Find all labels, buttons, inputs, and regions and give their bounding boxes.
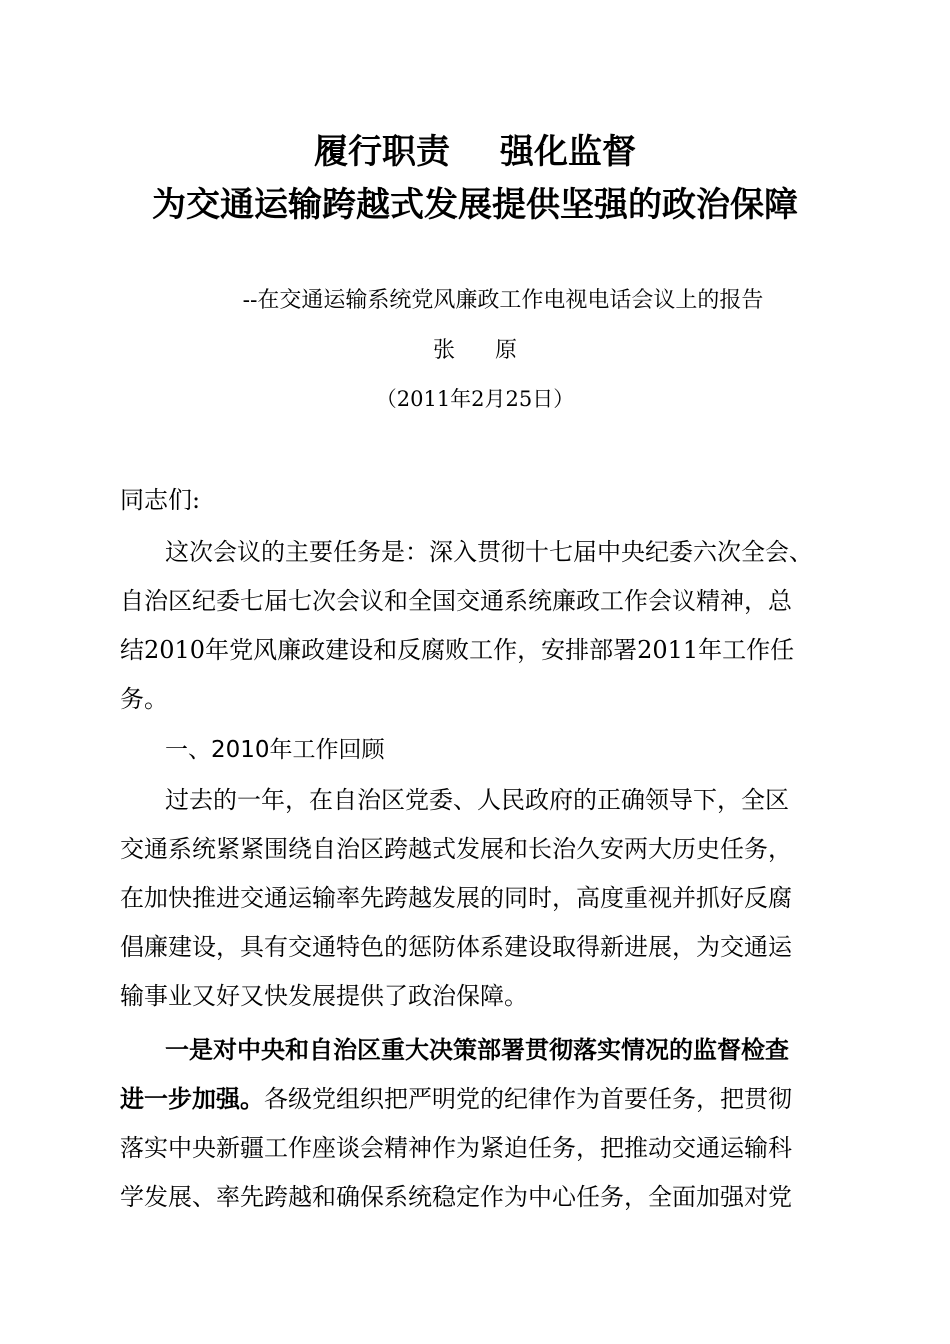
document-subtitle: --在交通运输系统党风廉政工作电视电话会议上的报告 (242, 288, 764, 313)
author-family: 原 (495, 338, 518, 363)
document-date: （2011年2月25日） (375, 387, 575, 411)
paragraph-line: 务。 (120, 685, 168, 713)
paragraph-line: 输事业又好又快发展提供了政治保障。 (120, 982, 528, 1010)
paragraph-line: 在加快推进交通运输率先跨越发展的同时，高度重视并抓好反腐 (120, 884, 792, 912)
paragraph-line: 结2010年党风廉政建设和反腐败工作，安排部署2011年工作任 (120, 636, 795, 664)
paragraph-line: 落实中央新疆工作座谈会精神作为紧迫任务，把推动交通运输科 (120, 1134, 792, 1162)
paragraph-bold-lead-end: 进一步加强。 (120, 1084, 264, 1113)
paragraph-line: 学发展、率先跨越和确保系统稳定作为中心任务，全面加强对党 (120, 1183, 792, 1211)
section-heading: 一、2010年工作回顾 (165, 737, 385, 763)
paragraph-line: 过去的一年，在自治区党委、人民政府的正确领导下，全区 (165, 786, 789, 814)
paragraph-line-mixed (120, 1083, 860, 1115)
document-title-line-1 (0, 130, 950, 174)
document-title-line-2: 为交通运输跨越式发展提供坚强的政治保障 (152, 185, 798, 225)
paragraph-line: 这次会议的主要任务是：深入贯彻十七届中央纪委六次全会、 (165, 538, 813, 566)
title-part-1: 履行职责 (314, 132, 450, 172)
paragraph-line: 交通系统紧紧围绕自治区跨越式发展和长治久安两大历史任务， (120, 835, 792, 863)
title-part-2: 强化监督 (500, 132, 636, 172)
paragraph-line: 自治区纪委七届七次会议和全国交通系统廉政工作会议精神，总 (120, 587, 792, 615)
paragraph-bold-lead: 一是对中央和自治区重大决策部署贯彻落实情况的监督检查 (165, 1035, 789, 1064)
author-given: 张 (432, 338, 455, 363)
paragraph-line: 倡廉建设，具有交通特色的惩防体系建设取得新进展，为交通运 (120, 933, 792, 961)
salutation: 同志们: (120, 486, 201, 514)
paragraph-text: 各级党组织把严明党的纪律作为首要任务，把贯彻 (264, 1085, 792, 1113)
document-author (0, 336, 950, 366)
